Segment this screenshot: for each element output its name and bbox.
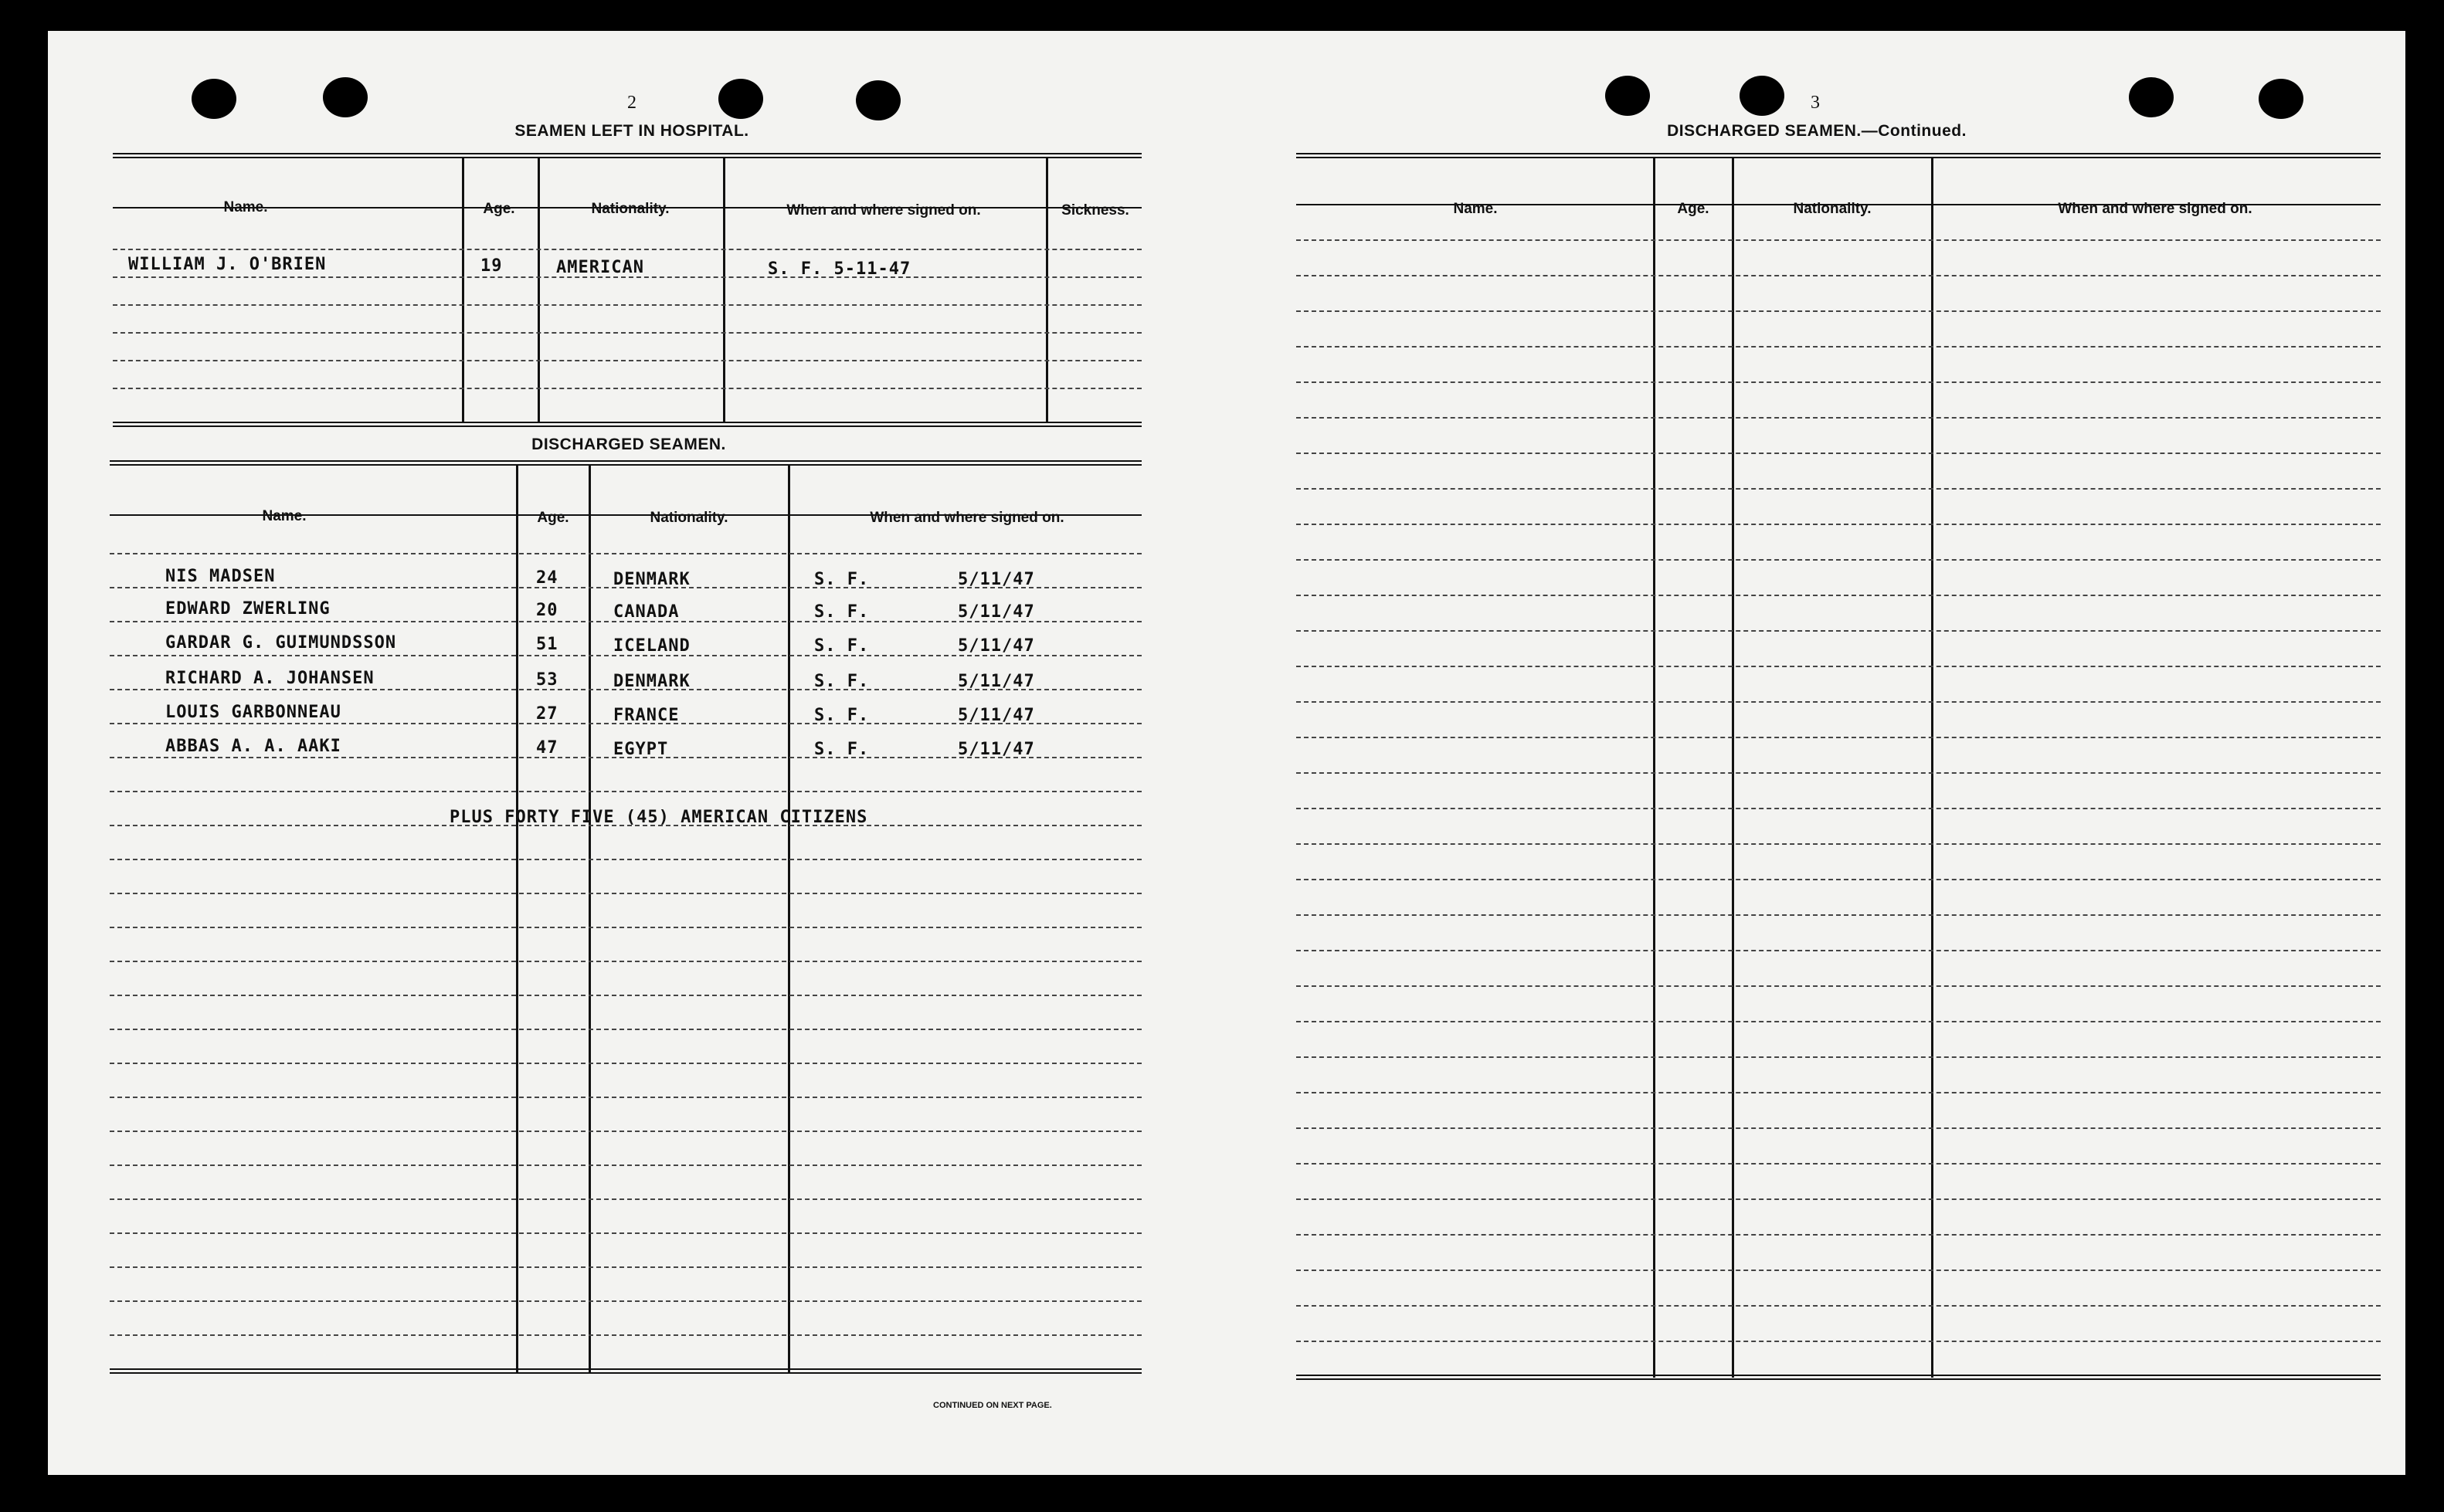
- discharged-table: [110, 460, 1142, 1418]
- row-line: [110, 1266, 1142, 1268]
- row-line: [110, 1300, 1142, 1302]
- row-line: [1296, 381, 2381, 383]
- punch-hole: [856, 80, 901, 120]
- discharged-date: 5/11/47: [958, 602, 1035, 622]
- hospital-nationality: AMERICAN: [556, 258, 644, 277]
- row-line: [1296, 310, 2381, 312]
- discharged-nationality: DENMARK: [613, 570, 691, 589]
- table-top-rule: [110, 460, 1142, 466]
- discharged-age: 47: [536, 738, 558, 758]
- col-name: Name.: [1453, 201, 1498, 217]
- row-line: [110, 1165, 1142, 1166]
- punch-hole: [718, 79, 763, 119]
- row-line: [1296, 1234, 2381, 1236]
- row-line: [1296, 453, 2381, 454]
- row-line: [1296, 1270, 2381, 1271]
- column-divider: [516, 465, 518, 1373]
- col-signed-on: When and where signed on.: [786, 202, 981, 219]
- document-scan: [48, 31, 2405, 1475]
- continued-footer: CONTINUED ON NEXT PAGE.: [933, 1401, 1052, 1410]
- row-line: [1296, 1056, 2381, 1058]
- punch-hole: [2129, 77, 2174, 117]
- row-line: [110, 1097, 1142, 1098]
- discharged-nationality: CANADA: [613, 602, 680, 622]
- row-line: [1296, 630, 2381, 632]
- row-line: [1296, 275, 2381, 276]
- row-line: [1296, 559, 2381, 561]
- table-bottom-rule: [113, 422, 1142, 427]
- discharged-name: ABBAS A. A. AAKI: [165, 737, 341, 756]
- column-divider: [1931, 158, 1933, 1378]
- row-line: [110, 927, 1142, 928]
- row-line: [1296, 985, 2381, 987]
- col-sickness: Sickness.: [1061, 202, 1129, 219]
- table-top-rule: [113, 153, 1142, 158]
- discharged-name: EDWARD ZWERLING: [165, 599, 331, 619]
- discharged-name: GARDAR G. GUIMUNDSSON: [165, 633, 397, 653]
- discharged-name: RICHARD A. JOHANSEN: [165, 669, 375, 688]
- column-divider: [538, 158, 540, 423]
- row-line: [110, 1232, 1142, 1234]
- punch-hole: [1740, 76, 1784, 116]
- hospital-signed-on: S. F. 5-11-47: [768, 259, 911, 279]
- column-divider: [462, 158, 464, 423]
- row-line: [1296, 843, 2381, 845]
- discharged-date: 5/11/47: [958, 740, 1035, 759]
- row-line: [1296, 346, 2381, 347]
- column-divider: [723, 158, 725, 423]
- discharged-nationality: EGYPT: [613, 740, 669, 759]
- discharged-nationality: ICELAND: [613, 636, 691, 656]
- table-top-rule: [1296, 153, 2381, 158]
- table-bottom-rule: [110, 1368, 1142, 1374]
- row-line: [110, 995, 1142, 996]
- row-line: [1296, 1021, 2381, 1022]
- row-line: [110, 1029, 1142, 1030]
- discharged-date: 5/11/47: [958, 706, 1035, 725]
- row-line: [113, 388, 1142, 389]
- row-line: [1296, 914, 2381, 916]
- row-line: [110, 1063, 1142, 1064]
- punch-hole: [192, 79, 236, 119]
- row-line: [113, 360, 1142, 361]
- row-line: [1296, 1163, 2381, 1165]
- col-age: Age.: [537, 510, 569, 526]
- row-line: [110, 961, 1142, 962]
- discharged-place: S. F.: [814, 740, 870, 759]
- column-divider: [1732, 158, 1734, 1378]
- hospital-table: [113, 153, 1142, 463]
- row-line: [1296, 1127, 2381, 1129]
- row-line: [1296, 701, 2381, 703]
- page-number: 3: [1811, 93, 1820, 113]
- row-line: [1296, 417, 2381, 419]
- row-line: [1296, 1305, 2381, 1307]
- row-line: [1296, 950, 2381, 951]
- row-line: [113, 332, 1142, 334]
- row-line: [1296, 666, 2381, 667]
- col-name: Name.: [262, 508, 307, 524]
- hospital-name: WILLIAM J. O'BRIEN: [128, 255, 327, 274]
- discharged-age: 53: [536, 670, 558, 690]
- col-age: Age.: [483, 201, 515, 217]
- row-line: [1296, 772, 2381, 774]
- col-name: Name.: [223, 199, 268, 215]
- row-line: [1296, 808, 2381, 809]
- table-bottom-rule: [1296, 1375, 2381, 1380]
- hospital-section-title: SEAMEN LEFT IN HOSPITAL.: [514, 122, 749, 140]
- row-line: [1296, 488, 2381, 490]
- row-line: [1296, 1198, 2381, 1200]
- discharged-place: S. F.: [814, 602, 870, 622]
- page-number: 2: [627, 93, 636, 113]
- row-line: [110, 893, 1142, 894]
- discharged-age: 24: [536, 568, 558, 588]
- row-line: [1296, 239, 2381, 241]
- col-nationality: Nationality.: [1793, 201, 1872, 217]
- row-line: [110, 1334, 1142, 1336]
- discharged-date: 5/11/47: [958, 672, 1035, 691]
- row-line: [110, 1198, 1142, 1200]
- row-line: [1296, 737, 2381, 738]
- discharged-place: S. F.: [814, 706, 870, 725]
- row-line: [1296, 1092, 2381, 1093]
- col-nationality: Nationality.: [591, 201, 670, 217]
- row-line: [1296, 595, 2381, 596]
- row-line: [1296, 879, 2381, 880]
- discharged-date: 5/11/47: [958, 570, 1035, 589]
- col-age: Age.: [1677, 201, 1709, 217]
- discharged-nationality: DENMARK: [613, 672, 691, 691]
- discharged-place: S. F.: [814, 636, 870, 656]
- punch-hole: [2259, 79, 2303, 119]
- col-signed-on: When and where signed on.: [2058, 201, 2252, 217]
- row-line: [113, 304, 1142, 306]
- row-line: [110, 1131, 1142, 1132]
- hospital-age: 19: [480, 256, 503, 276]
- col-nationality: Nationality.: [650, 510, 728, 526]
- discharged-place: S. F.: [814, 672, 870, 691]
- row-line: [1296, 524, 2381, 525]
- discharged-name: LOUIS GARBONNEAU: [165, 703, 341, 722]
- row-line: [113, 249, 1142, 250]
- discharged-name: NIS MADSEN: [165, 567, 276, 586]
- discharged-age: 27: [536, 704, 558, 724]
- american-citizens-note: PLUS FORTY FIVE (45) AMERICAN CITIZENS: [450, 808, 868, 827]
- punch-hole: [1605, 76, 1650, 116]
- col-signed-on: When and where signed on.: [870, 510, 1064, 526]
- discharged-age: 51: [536, 635, 558, 654]
- row-line: [110, 553, 1142, 554]
- discharged-continued-table: [1296, 153, 2381, 1419]
- column-divider: [589, 465, 591, 1373]
- discharged-nationality: FRANCE: [613, 706, 680, 725]
- discharged-continued-title: DISCHARGED SEAMEN.—Continued.: [1667, 122, 1967, 140]
- row-line: [110, 859, 1142, 860]
- column-divider: [1046, 158, 1048, 423]
- row-line: [1296, 1341, 2381, 1342]
- discharged-place: S. F.: [814, 570, 870, 589]
- discharged-date: 5/11/47: [958, 636, 1035, 656]
- punch-hole: [323, 77, 368, 117]
- column-divider: [788, 465, 790, 1373]
- discharged-age: 20: [536, 601, 558, 620]
- column-divider: [1653, 158, 1655, 1378]
- row-line: [110, 791, 1142, 792]
- discharged-section-title: DISCHARGED SEAMEN.: [531, 436, 726, 453]
